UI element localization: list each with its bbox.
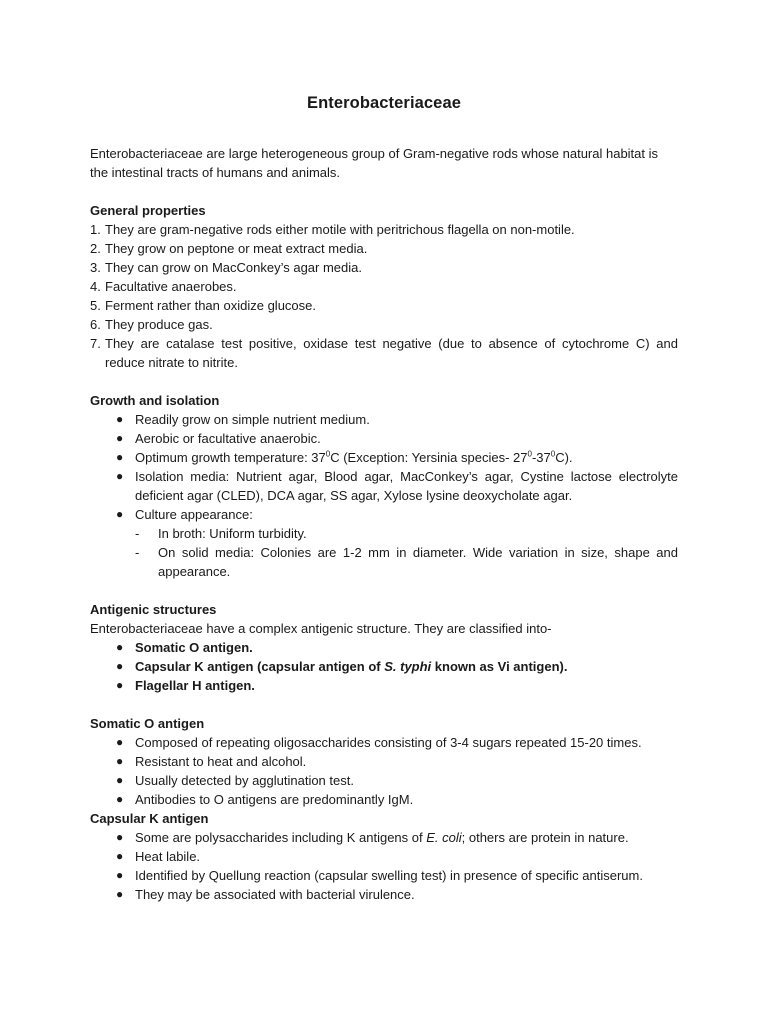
bullet-icon: ● <box>116 735 124 749</box>
list-item: ● Readily grow on simple nutrient medium. <box>116 412 370 427</box>
sub-list-item: - In broth: Uniform turbidity. <box>135 526 307 541</box>
list-item: 1. They are gram-negative rods either motile with peritrichous flagella on non-motile. <box>90 222 575 237</box>
list-item: ● Some are polysaccharides including K antigens of E. coli; others are protein in nature. <box>116 830 629 845</box>
somatic-o-list <box>90 733 678 809</box>
bullet-icon: ● <box>116 887 124 901</box>
somatic-o-heading: Somatic O antigen <box>90 716 205 731</box>
list-item: 5. Ferment rather than oxidize glucose. <box>90 298 316 313</box>
antigenic-structures-heading: Antigenic structures <box>90 602 217 617</box>
bullet-icon: ● <box>116 849 124 863</box>
capsular-k-heading: Capsular K antigen <box>90 811 209 826</box>
bullet-icon: ● <box>116 754 124 768</box>
bullet-icon: ● <box>116 773 124 787</box>
list-item: ● Isolation media: Nutrient agar, Blood agar, MacConkey’s agar, Cystine lactose electrolyte deficient agar (CLED), DCA agar, SS agar, Xylose lysine deoxycholate agar. <box>116 469 678 503</box>
list-item: ● They may be associated with bacterial virulence. <box>116 887 415 902</box>
capsular-k-list <box>90 828 678 904</box>
list-item: ● Somatic O antigen. <box>116 640 253 655</box>
general-properties-list <box>90 220 678 372</box>
bullet-icon: ● <box>116 792 124 806</box>
list-item: ● Antibodies to O antigens are predominantly IgM. <box>116 792 414 807</box>
antigenic-list <box>90 638 678 695</box>
antigenic-intro: Enterobacteriaceae have a complex antigenic structure. They are classified into- <box>90 621 552 636</box>
bullet-icon: ● <box>116 507 124 521</box>
general-properties-heading: General properties <box>90 203 206 218</box>
dash-icon: - <box>135 526 140 541</box>
document-title: Enterobacteriaceae <box>306 94 462 112</box>
list-item: ● Composed of repeating oligosaccharides consisting of 3-4 sugars repeated 15-20 times. <box>116 735 642 750</box>
list-item: 4. Facultative anaerobes. <box>90 279 237 294</box>
bullet-icon: ● <box>116 830 124 844</box>
culture-appearance-sublist <box>135 524 678 581</box>
list-item: ● Usually detected by agglutination test. <box>116 773 354 788</box>
bullet-icon: ● <box>116 868 124 882</box>
list-item: 6. They produce gas. <box>90 317 213 332</box>
list-item: ● Flagellar H antigen. <box>116 678 255 693</box>
bullet-icon: ● <box>116 469 124 483</box>
list-item: 3. They can grow on MacConkey’s agar media. <box>90 260 362 275</box>
list-item: ● Resistant to heat and alcohol. <box>116 754 307 769</box>
dash-icon: - <box>135 545 140 560</box>
list-item: ● Aerobic or facultative anaerobic. <box>116 431 321 446</box>
growth-isolation-heading: Growth and isolation <box>90 393 220 408</box>
list-item: ● Optimum growth temperature: $37^0C$ (Exception: Yersinia species- $27^0-37^0C$). <box>116 449 573 465</box>
bullet-icon: ● <box>116 450 124 464</box>
list-item: 7. They are catalase test positive, oxidase test negative (due to absence of cytochrome C) and reduce nitrate to nitrite. <box>90 336 678 370</box>
growth-isolation-list <box>90 410 678 581</box>
bullet-icon: ● <box>116 640 124 654</box>
list-item: ● Capsular K antigen (capsular antigen of S. typhi known as Vi antigen). <box>116 659 568 674</box>
bullet-icon: ● <box>116 412 124 426</box>
bullet-icon: ● <box>116 678 124 692</box>
intro-paragraph: Enterobacteriaceae are large heterogeneous group of Gram-negative rods whose natural habitat is the intestinal tracts of humans and animals. <box>90 146 659 180</box>
document-body <box>90 144 678 904</box>
bullet-icon: ● <box>116 431 124 445</box>
list-item: 2. They grow on peptone or meat extract media. <box>90 241 368 256</box>
sub-list-item: - On solid media: Colonies are 1-2 mm in diameter. Wide variation in size, shape and appearance. <box>135 545 678 579</box>
list-item: ● Identified by Quellung reaction (capsular swelling test) in presence of specific antiserum. <box>116 868 643 883</box>
list-item: ● Culture appearance: - In broth: Uniform turbidity. - On solid media: Colonies are 1-2 mm in diameter. Wide variation in size, shape and appearance. <box>116 507 678 579</box>
list-item: ● Heat labile. <box>116 849 201 864</box>
bullet-icon: ● <box>116 659 124 673</box>
